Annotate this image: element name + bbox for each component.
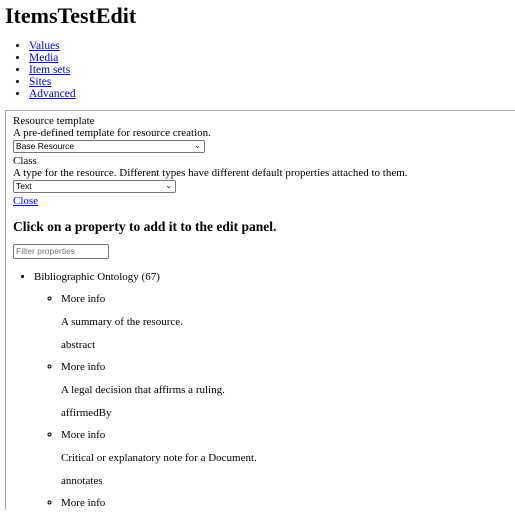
vocabulary-item[interactable]: [34, 271, 503, 509]
resource-template-label: Resource template: [13, 115, 95, 127]
tab-media-link[interactable]: Media: [29, 52, 59, 64]
property-list: [34, 293, 503, 509]
tab-values: [29, 40, 76, 52]
tab-sites: [29, 76, 76, 88]
resource-template-description: A pre-defined template for resource creation.: [13, 127, 211, 139]
property-description: A summary of the resource.: [61, 316, 183, 328]
property-item[interactable]: [61, 293, 503, 351]
resource-template-select[interactable]: [13, 140, 205, 153]
more-info-toggle[interactable]: ◦ More info: [61, 293, 106, 305]
page-title: ItemsTestEdit: [5, 3, 137, 28]
chevron-down-icon: ⌄: [194, 141, 201, 150]
property-term[interactable]: affirmedBy: [61, 407, 112, 419]
class-selected: Text: [16, 181, 32, 191]
tab-item-sets-link[interactable]: Item sets: [29, 64, 71, 76]
filter-properties-input[interactable]: [13, 244, 109, 259]
tab-advanced-link[interactable]: Advanced: [29, 88, 76, 100]
chevron-down-icon: ⌄: [165, 181, 172, 190]
close-link[interactable]: Close: [13, 195, 39, 207]
more-info-toggle[interactable]: ◦ More info: [61, 497, 106, 509]
class-label: Class: [13, 155, 37, 167]
sidebar-panel-content: [13, 115, 503, 519]
vocabulary-list: [13, 271, 503, 509]
resource-template-selected: Base Resource: [16, 141, 75, 151]
property-selector-heading: Click on a property to add it to the edit panel.: [13, 219, 277, 234]
property-description: A legal decision that affirms a ruling.: [61, 384, 225, 396]
property-description: Critical or explanatory note for a Document.: [61, 452, 257, 464]
class-select[interactable]: [13, 180, 176, 193]
sidebar-panel: [5, 110, 515, 510]
property-item[interactable]: [61, 497, 503, 509]
more-info-toggle[interactable]: ◦ More info: [61, 429, 106, 441]
vocabulary-label: Bibliographic Ontology (67): [34, 271, 160, 283]
tab-values-link[interactable]: Values: [29, 40, 60, 52]
class-description: A type for the resource. Different types have different default properties attached to them.: [13, 167, 408, 179]
more-info-toggle[interactable]: ◦ More info: [61, 361, 106, 373]
property-term[interactable]: annotates: [61, 475, 103, 487]
tab-item-sets: [29, 64, 76, 76]
tab-media: [29, 52, 76, 64]
property-term[interactable]: abstract: [61, 339, 96, 351]
section-tabs: [12, 40, 76, 100]
tab-sites-link[interactable]: Sites: [29, 76, 52, 88]
property-item[interactable]: [61, 429, 503, 487]
property-item[interactable]: [61, 361, 503, 419]
tab-advanced: [29, 88, 76, 100]
